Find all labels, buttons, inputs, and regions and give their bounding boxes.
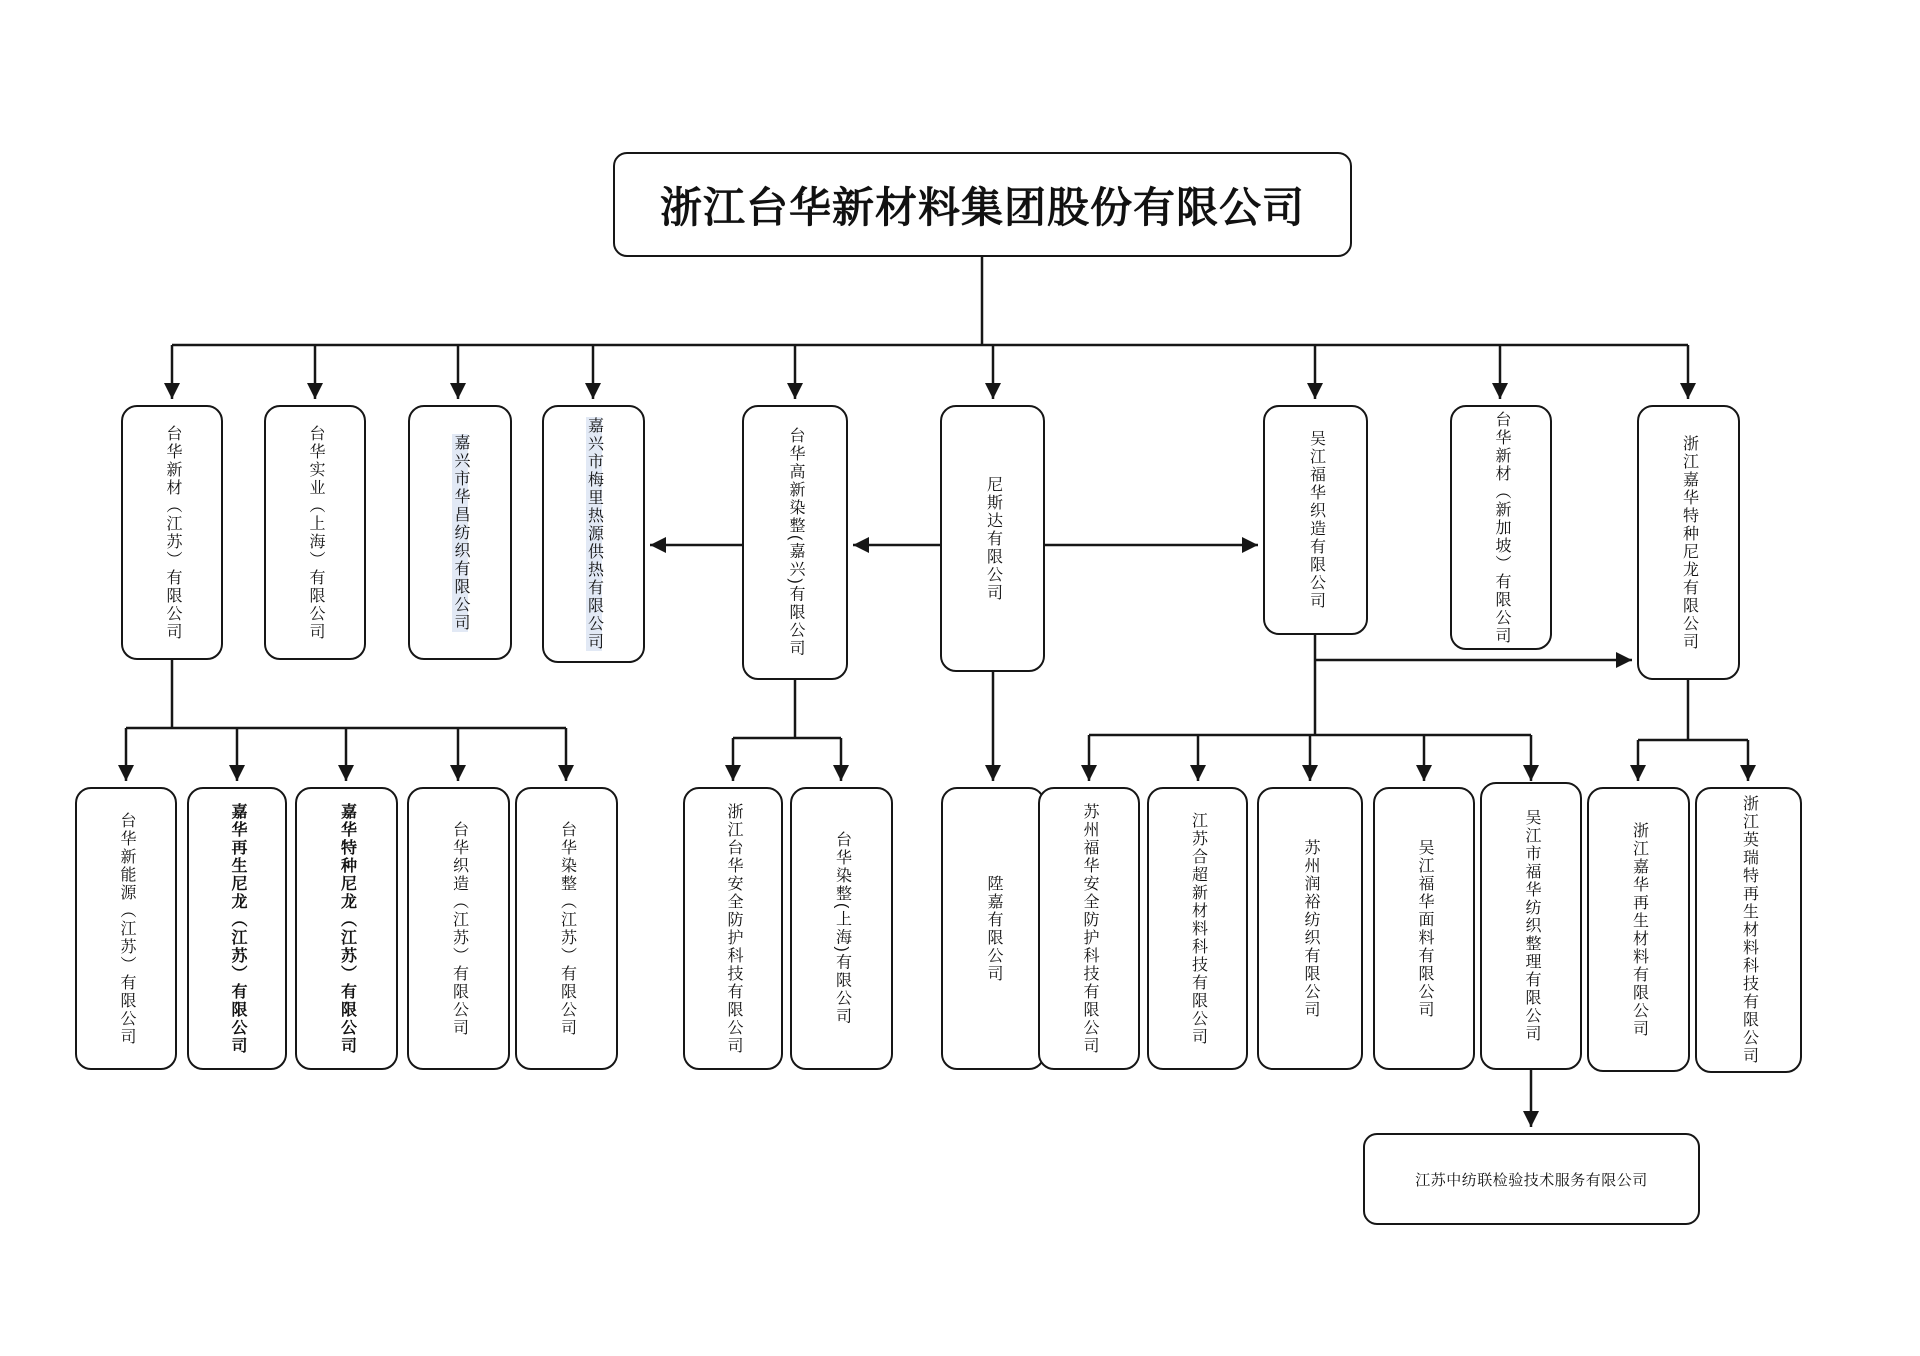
node-tier2-jiaxing-huachang xyxy=(408,405,512,660)
node-label: 吴江福华面料有限公司 xyxy=(1416,838,1433,1019)
node-label: 吴江福华织造有限公司 xyxy=(1307,430,1325,610)
node-label: 台华染整(上海)有限公司 xyxy=(833,831,851,1026)
node-g1-jiahua-tezhong-nilong xyxy=(295,787,398,1070)
node-label: 台华高新染整(嘉兴)有限公司 xyxy=(787,427,804,658)
node-label: 浙江嘉华特种尼龙有限公司 xyxy=(1680,434,1698,651)
node-tier2-taihua-xincai-jiangsu xyxy=(121,405,223,660)
node-label: 浙江英瑞特再生材料科技有限公司 xyxy=(1740,795,1758,1065)
node-g4-jiangsu-hechao xyxy=(1147,787,1248,1070)
node-g5-zhejiang-jiahua-zaisheng xyxy=(1587,787,1690,1072)
node-tier4-jiangsu-zhongfanglian xyxy=(1363,1133,1700,1225)
node-label: 尼斯达有限公司 xyxy=(984,475,1002,602)
node-label: 台华新材（江苏）有限公司 xyxy=(164,424,181,641)
node-label: 苏州福华安全防护科技有限公司 xyxy=(1081,802,1098,1055)
node-label: 嘉兴市华昌纺织有限公司 xyxy=(452,433,469,632)
node-g4-wujiang-fuhua-fangzhi-zhengli xyxy=(1480,782,1582,1070)
node-label: 吴江市福华纺织整理有限公司 xyxy=(1523,809,1540,1043)
node-label: 江苏中纺联检验技术服务有限公司 xyxy=(1415,1171,1648,1189)
node-g5-zhejiang-yingruite xyxy=(1695,787,1802,1073)
node-label: 陞嘉有限公司 xyxy=(985,874,1002,983)
node-g1-taihua-zhizao xyxy=(407,787,510,1070)
node-label: 嘉兴市梅里热源供热有限公司 xyxy=(585,417,603,651)
node-label: 嘉华特种尼龙（江苏）有限公司 xyxy=(338,802,356,1055)
node-tier2-taihua-shiye-shanghai xyxy=(264,405,366,660)
node-label: 台华染整（江苏）有限公司 xyxy=(558,820,576,1037)
node-label: 台华实业（上海）有限公司 xyxy=(307,424,324,641)
node-tier2-taihua-gaoxin-ranzheng xyxy=(742,405,848,680)
node-label: 江苏合超新材料科技有限公司 xyxy=(1189,811,1207,1046)
node-g4-suzhou-runyu xyxy=(1257,787,1363,1070)
node-label: 台华新能源（江苏）有限公司 xyxy=(118,811,135,1046)
node-label: 台华织造（江苏）有限公司 xyxy=(450,820,468,1037)
node-g3-shengjia xyxy=(941,787,1045,1070)
node-root-label: 浙江台华新材料集团股份有限公司 xyxy=(659,183,1305,231)
node-label: 苏州润裕纺织有限公司 xyxy=(1302,838,1319,1019)
node-tier2-jiaxing-meili xyxy=(542,405,645,663)
node-label: 浙江嘉华再生材料有限公司 xyxy=(1630,821,1648,1038)
node-tier2-taihua-xincai-singapore xyxy=(1450,405,1552,650)
node-label: 浙江台华安全防护科技有限公司 xyxy=(725,802,742,1055)
node-tier2-wujiang-fuhua-zhizao xyxy=(1263,405,1368,635)
node-label: 嘉华再生尼龙（江苏）有限公司 xyxy=(229,802,246,1055)
node-g1-taihua-xinnengyuan xyxy=(75,787,177,1070)
node-g4-suzhou-fuhua-anquan xyxy=(1038,787,1140,1070)
node-g2-taihua-ranzheng-shanghai xyxy=(790,787,893,1070)
node-g1-taihua-ranzheng-jiangsu xyxy=(515,787,618,1070)
node-g2-zhejiang-taihua-anquan xyxy=(683,787,783,1070)
node-tier2-nisida xyxy=(940,405,1045,672)
node-tier2-zhejiang-jiahua-tezhong-nilong xyxy=(1637,405,1740,680)
node-root-company xyxy=(613,152,1352,257)
node-g1-jiahua-zaisheng-nilong xyxy=(187,787,287,1070)
node-label: 台华新材（新加坡）有限公司 xyxy=(1493,410,1510,645)
node-g4-wujiang-fuhua-mianliao xyxy=(1373,787,1475,1070)
